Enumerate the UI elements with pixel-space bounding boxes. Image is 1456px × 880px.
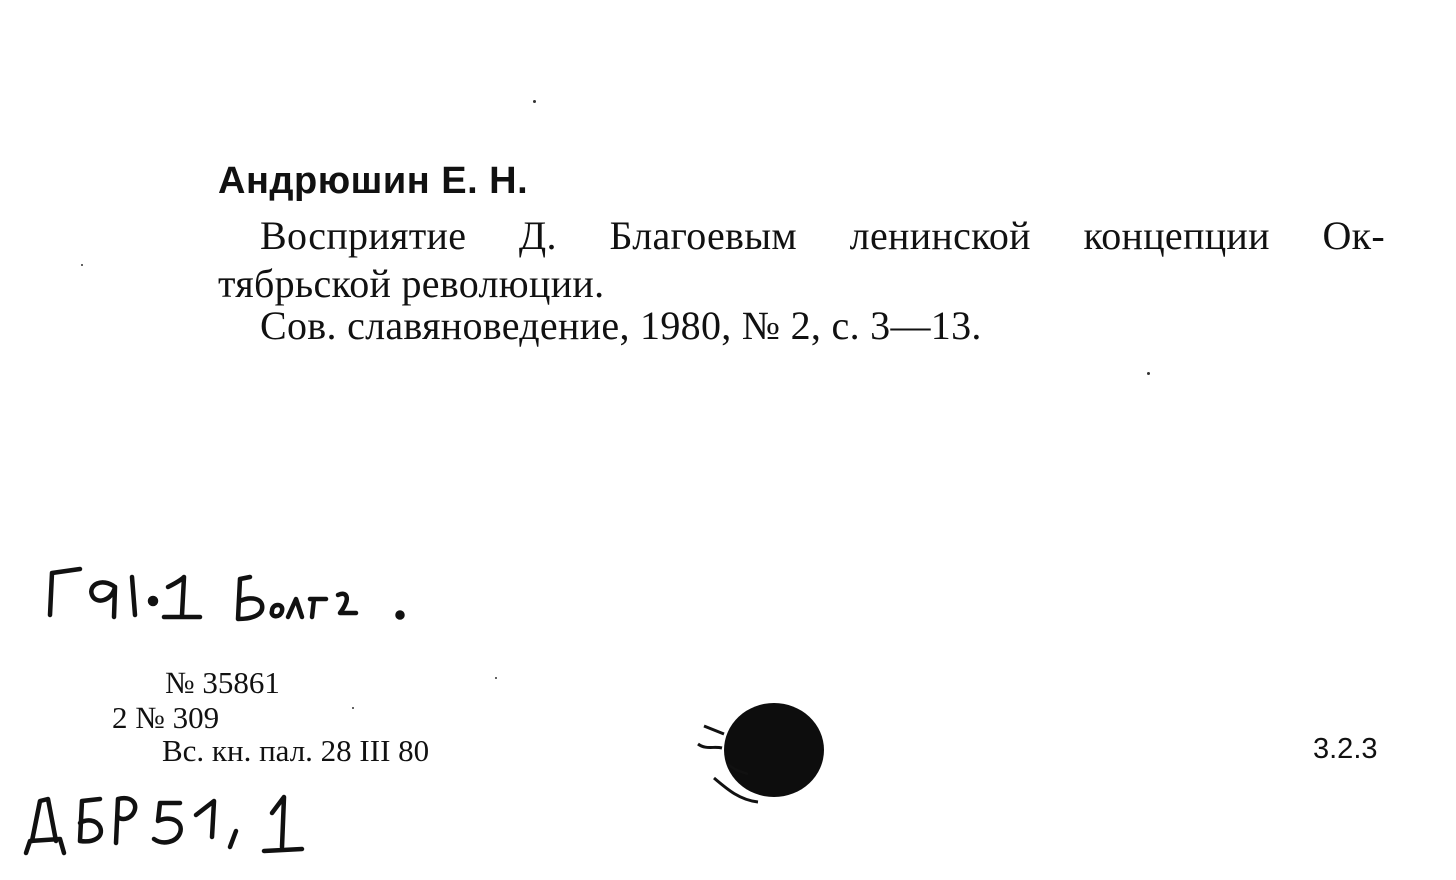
title-line-2: тябрьской революции. xyxy=(218,261,605,306)
paper-speck xyxy=(1147,372,1150,375)
ink-blot-icon xyxy=(684,700,829,810)
book-chamber-note: Вс. кн. пал. 28 III 80 xyxy=(162,733,430,768)
author-name: Андрюшин Е. Н. xyxy=(218,160,529,202)
handwritten-classification-1 xyxy=(40,555,420,635)
title-line-1: Восприятие Д. Благоевым ленинской концепции Ок- xyxy=(260,213,1385,258)
paper-speck xyxy=(352,707,354,709)
classification-code: 3.2.3 xyxy=(1313,733,1378,765)
paper-speck xyxy=(495,677,497,679)
source-citation: Сов. славяноведение, 1980, № 2, с. 3—13. xyxy=(260,303,982,348)
paper-speck xyxy=(533,100,536,103)
handwritten-classification-2 xyxy=(20,785,310,865)
paper-speck xyxy=(81,264,83,266)
accession-number: № 35861 xyxy=(165,665,280,700)
card-number: 2 № 309 xyxy=(112,700,220,735)
